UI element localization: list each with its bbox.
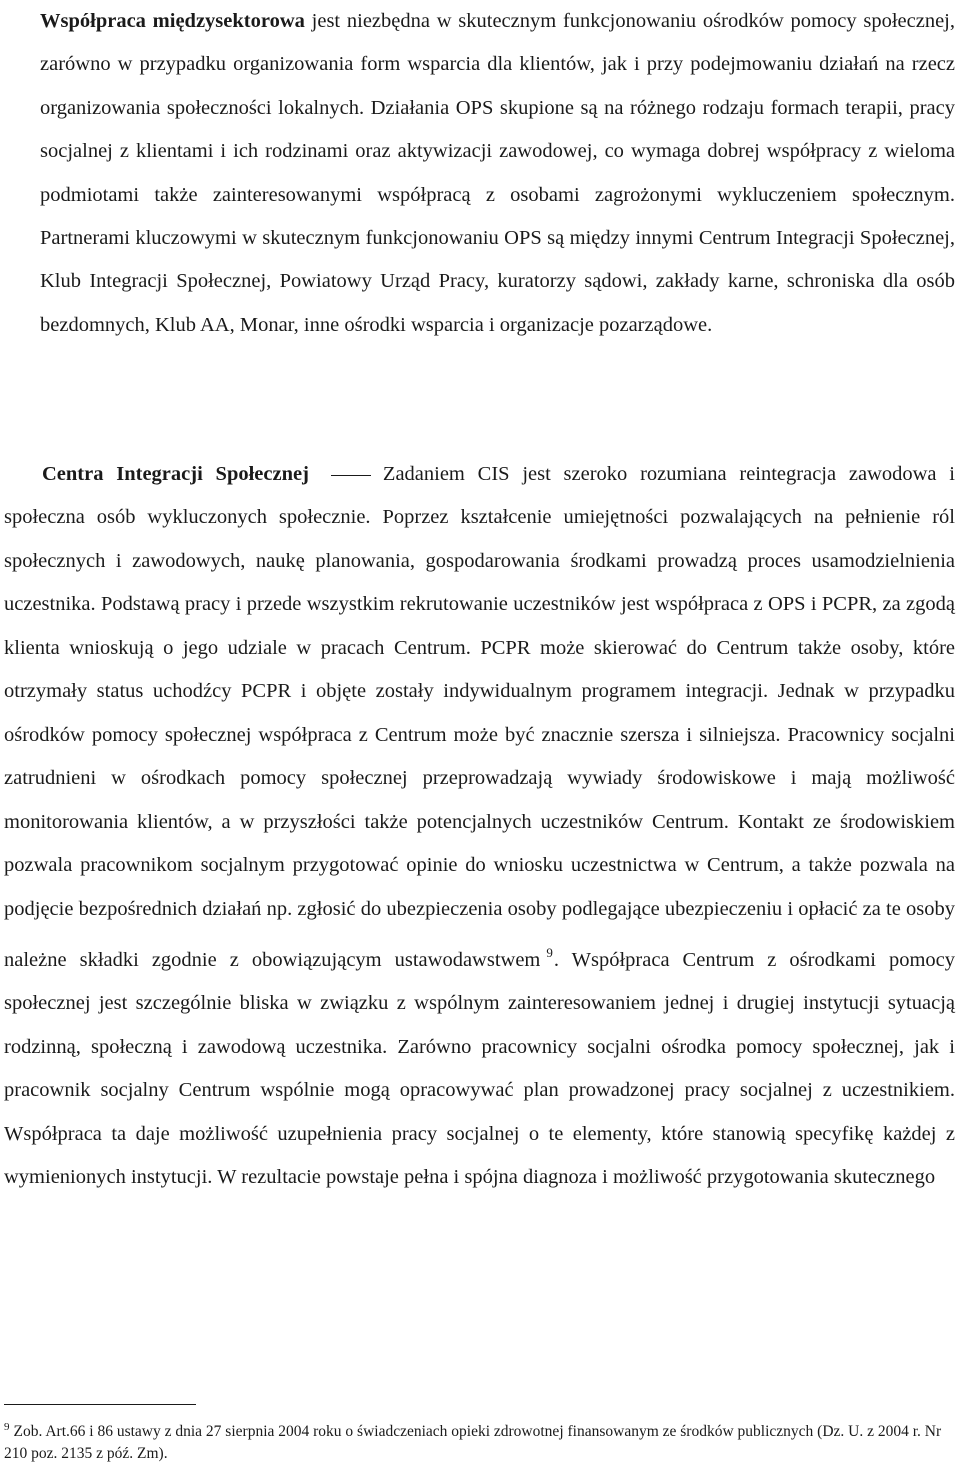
footnote-text: Zob. Art.66 i 86 ustawy z dnia 27 sierpnia 2004 roku o świadczeniach opieki zdrowotnej finansowanym ze środków publicznych (Dz. U. z 2004 r. Nr 210 poz. 2135 z póź. Zm). (4, 1423, 942, 1462)
paragraph-text-cis-part2: . Współpraca Centrum z ośrodkami pomocy społecznej jest szczególnie bliska w związku z wspólnym zainteresowaniem jednej i drugiej instytucji sytuacją rodzinną, społeczną i zawodową uczestnika. Zarówno pracownicy socjalni ośrodka pomocy społecznej, jak i pracownik socjalny Centrum wspólnie mogą opracowywać plan prowadzonej pracy socjalnej z uczestnikiem. Współpraca ta daje możliwość uzupełnienia pracy socjalnej o te elementy, które stanowią specyfikę każdej z wymienionych instytucji. W rezultacie powstaje pełna i spójna diagnoza i możliwość przygotowania skutecznego (4, 948, 956, 1189)
paragraph-heading-cis: Centra Integracji Społecznej (42, 463, 309, 485)
paragraph-cis (4, 453, 955, 1200)
paragraph-text-cooperation: jest niezbędna w skutecznym funkcjonowaniu ośrodków pomocy społecznej, zarówno w przypadku organizowania form wsparcia dla klientów, jak i przy podejmowaniu działań na rzecz organizowania społeczności lokalnych. Działania OPS skupione są na różnego rodzaju formach terapii, pracy socjalnej z klientami i ich rodzinami oraz aktywizacji zawodowej, co wymaga dobrej współpracy z wieloma podmiotami także zainteresowanymi współpracą z osobami zagrożonymi wykluczeniem społecznym. Partnerami kluczowymi w skutecznym funkcjonowaniu OPS są między innymi Centrum Integracji Społecznej, Klub Integracji Społecznej, Powiatowy Urząd Pracy, kuratorzy sądowi, zakłady karne, schroniska dla osób bezdomnych, Klub AA, Monar, inne ośrodki wsparcia i organizacje pozarządowe. (40, 10, 955, 336)
paragraph-heading-cooperation: Współpraca międzysektorowa (40, 10, 305, 32)
footnote-reference[interactable]: 9 (546, 944, 553, 960)
paragraph-cooperation (40, 0, 955, 347)
paragraph-text-cis-part1: Zadaniem CIS jest szeroko rozumiana reintegracja zawodowa i społeczna osób wykluczonych społecznie. Poprzez kształcenie umiejętności pozwalających na pełnienie ról społecznych i zawodowych, naukę planowania, gospodarowania środkami prowadzą proces usamodzielnienia uczestnika. Podstawą pracy i przede wszystkim rekrutowanie uczestników jest współpraca z OPS i PCPR, za zgodą klienta wnioskują o jego udziale w pracach Centrum. PCPR może skierować do Centrum także osoby, które otrzymały status uchodźcy PCPR i objęte zostały indywidualnym programem integracji. Jednak w przypadku ośrodków pomocy społecznej współpraca z Centrum może być znacznie szersza i silniejsza. Pracownicy socjalni zatrudnieni w ośrodkach pomocy społecznej przeprowadzają wywiady środowiskowe i mają możliwość monitorowania klientów, a w przyszłości także potencjalnych uczestników Centrum. Kontakt ze środowiskiem pozwala pracownikom socjalnym przygotować opinie do wniosku uczestnictwa w Centrum, a także pozwala na podjęcie bezpośrednich działań np. zgłosić do ubezpieczenia osoby podlegające ubezpieczeniu i opłacić za te osoby należne składki zgodnie z obowiązującym ustawodawstwem (4, 463, 955, 971)
em-dash (331, 475, 371, 476)
footnote-number: 9 (4, 1421, 10, 1433)
footnote (4, 1416, 944, 1465)
footnote-separator (4, 1404, 196, 1405)
